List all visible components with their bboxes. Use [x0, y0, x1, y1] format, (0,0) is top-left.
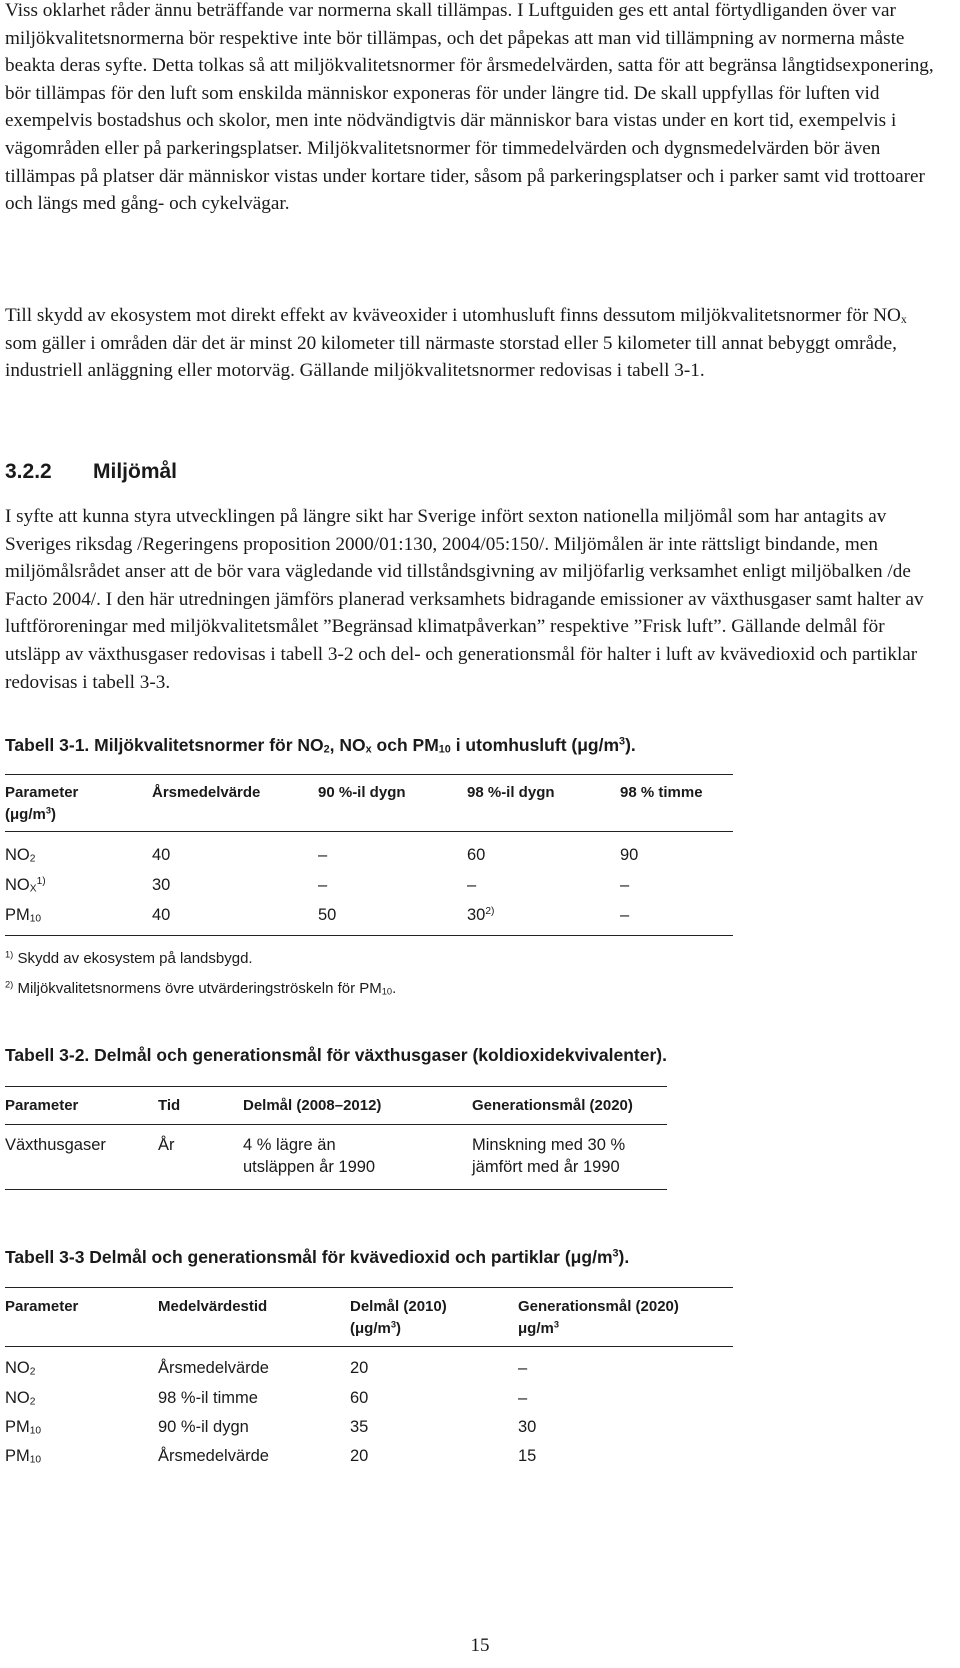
table3-row4-col3: 15 — [518, 1447, 537, 1465]
subscript: 2 — [29, 1366, 36, 1378]
table2-row1-delmal-line2: utsläppen år 1990 — [243, 1158, 376, 1176]
header-text: (μg/m — [350, 1320, 391, 1337]
table3-row4-col1: Årsmedelvärde — [158, 1447, 269, 1465]
table-rule — [5, 1346, 733, 1347]
table1-row3-col1: 40 — [152, 906, 171, 924]
table2-row1-tid: År — [158, 1136, 175, 1154]
table2-row1-gen-line2: jämfört med år 1990 — [472, 1158, 620, 1176]
cell-text: NO — [5, 846, 30, 864]
header-text: (μg/m — [5, 806, 46, 823]
caption-text: , NO — [329, 735, 366, 755]
table1-row2-col1: 30 — [152, 876, 171, 894]
subscript: 10 — [29, 1454, 42, 1466]
table3-row4-param — [5, 1447, 41, 1466]
superscript: 3 — [45, 805, 52, 816]
table2-header-tid: Tid — [158, 1097, 181, 1114]
cell-text: 30 — [467, 906, 486, 924]
table1-row3-col2: 50 — [318, 906, 337, 924]
cell-text: PM — [5, 1447, 30, 1465]
table3-header-delmal-unit — [350, 1320, 401, 1337]
table1-row3-col4: – — [620, 906, 630, 924]
table3-row2-col2: 60 — [350, 1389, 369, 1407]
footnote-text: Skydd av ekosystem på landsbygd. — [13, 950, 253, 967]
table1-header-col2: 90 %-il dygn — [318, 784, 406, 801]
paragraph-environmental-goals: I syfte att kunna styra utvecklingen på längre sikt har Sverige infört sexton nationella miljömål som har antagits av Sveriges riksdag /Regeringens proposition 2000/01:130, 2004/05:150/. Miljömålen är inte rättsligt bindande, men miljömålsrådet anser att de bör vara vägledande vid tillståndsgivning av miljöfarlig verksamhet enligt miljöbalken /de Facto 2004/. I den här utredningen jämförs planerad verksamhets bidragande emissioner av växthusgaser samt halter av luftföroreningar med miljökvalitetsmålet ”Begränsad klimatpåverkan” respektive ”Frisk luft”. Gällande delmål för utsläpp av växthusgaser redovisas i tabell 3-2 och del- och generationsmål för halter i luft av kvävedioxid och partiklar redovisas i tabell 3-3. — [5, 506, 924, 693]
table1-row2-col3: – — [467, 876, 477, 894]
superscript: 3 — [612, 1247, 619, 1260]
table1-row1-col3: 60 — [467, 846, 486, 864]
cell-text: NO — [5, 1389, 30, 1407]
table3-row1-param — [5, 1359, 35, 1378]
section-number: 3.2.2 — [5, 460, 52, 483]
caption-text: Tabell 3-1. Miljökvalitetsnormer för NO — [5, 735, 324, 755]
table-rule — [5, 1124, 667, 1125]
header-text: ) — [51, 806, 57, 823]
table3-row2-param — [5, 1389, 35, 1408]
superscript: 3 — [553, 1319, 560, 1330]
table-rule — [5, 1086, 667, 1087]
table1-row2-param — [5, 876, 46, 895]
table3-row1-col1: Årsmedelvärde — [158, 1359, 269, 1377]
table2-header-generationsmal: Generationsmål (2020) — [472, 1097, 633, 1114]
table3-row3-param — [5, 1418, 41, 1437]
page-number: 15 — [470, 1635, 490, 1656]
table3-header-parameter: Parameter — [5, 1298, 79, 1315]
table1-header-parameter — [5, 784, 78, 801]
cell-text: NO — [5, 1359, 30, 1377]
subscript: x — [365, 743, 372, 756]
subscript: 10 — [29, 1425, 42, 1437]
table3-row3-col1: 90 %-il dygn — [158, 1418, 249, 1436]
table1-row1-param — [5, 846, 35, 865]
table3-header-medelvardestid: Medelvärdestid — [158, 1298, 268, 1315]
subscript: X — [29, 883, 37, 895]
table2-row1-gen-line1: Minskning med 30 % — [472, 1136, 626, 1154]
table2-row1-param: Växthusgaser — [5, 1136, 106, 1154]
footnote-mark: 1) — [36, 875, 46, 887]
subscript: 10 — [381, 986, 393, 997]
cell-text: PM — [5, 1418, 30, 1436]
table1-header-col4: 98 % timme — [620, 784, 703, 801]
footnote-mark: 2) — [5, 979, 14, 990]
table3-header-generationsmal-unit — [518, 1320, 559, 1337]
subscript: 2 — [29, 1396, 36, 1408]
table1-row2-col4: – — [620, 876, 630, 894]
table-rule — [5, 831, 733, 832]
table3-row3-col3: 30 — [518, 1418, 537, 1436]
table1-row1-col1: 40 — [152, 846, 171, 864]
header-text: ) — [396, 1320, 402, 1337]
caption-text: i utomhusluft (μg/m — [450, 735, 620, 755]
header-text: μg/m — [518, 1320, 554, 1337]
table-rule — [5, 935, 733, 936]
table2-caption: Tabell 3-2. Delmål och generationsmål för växthusgaser (koldioxidekvivalenter). — [5, 1045, 667, 1065]
table1-header-unit — [5, 806, 56, 823]
table1-row3-col3 — [467, 906, 494, 925]
paragraph-text: Till skydd av ekosystem mot direkt effekt av kväveoxider i utomhusluft finns dessutom miljökvalitetsnormer för NO — [5, 305, 901, 326]
table-rule — [5, 1287, 733, 1288]
table1-row2-col2: – — [318, 876, 328, 894]
paragraph-text: som gäller i områden där det är minst 20 kilometer till närmaste storstad eller 5 kilometer till annat bebyggt område, industriell anläggning eller motorväg. Gällande miljökvalitetsnormer redovisas i tabell 3-1. — [5, 332, 897, 382]
table3-row2-col3: – — [518, 1389, 528, 1407]
caption-text: Tabell 3-3 Delmål och generationsmål för kvävedioxid och partiklar (μg/m — [5, 1247, 613, 1267]
subscript: 10 — [29, 913, 42, 925]
table1-footnote-2 — [5, 980, 396, 997]
table2-header-parameter: Parameter — [5, 1097, 79, 1114]
superscript: 3 — [390, 1319, 397, 1330]
caption-text: och PM — [371, 735, 439, 755]
footnote-mark: 2) — [485, 905, 495, 917]
table3-row3-col2: 35 — [350, 1418, 369, 1436]
table1-header-col3: 98 %-il dygn — [467, 784, 555, 801]
table3-row1-col3: – — [518, 1359, 528, 1377]
table3-header-generationsmal: Generationsmål (2020) — [518, 1298, 679, 1315]
cell-text: NO — [5, 876, 30, 894]
cell-text: PM — [5, 906, 30, 924]
table1-footnote-1 — [5, 950, 253, 967]
section-heading — [5, 460, 177, 484]
superscript: 3 — [619, 735, 626, 748]
table1-caption — [5, 735, 636, 756]
footnote-mark: 1) — [5, 949, 14, 960]
table2-row1-delmal-line1: 4 % lägre än — [243, 1136, 336, 1154]
paragraph-application-of-norms: Viss oklarhet råder ännu beträffande var normerna skall tillämpas. I Luftguiden ges ett antal förtydliganden över var miljökvalitetsnormerna bör respektive inte bör tillämpas, och det påpekas att man vid tillämpning av normerna måste beakta deras syfte. Detta tolkas så att miljökvalitetsnormer för årsmedelvärden, satta för att begränsa långtidsexponering, bör tillämpas för den luft som enskilda människor exponeras för under längre tid. De skall uppfyllas för luften vid exempelvis bostadshus och skolor, men inte nödvändigtvis där människor bara vistas under en kort tid, exempelvis i vägområden eller på parkeringsplatser. Miljökvalitetsnormer för timmedelvärden och dygnsmedelvärden bör även tillämpas på platser där människor vistas under kortare tider, såsom på parkeringsplatser och i parker samt vid trottoarer och längs med gång- och cykelvägar. — [5, 0, 934, 215]
paragraph-ecosystem-protection — [5, 302, 940, 385]
table2-header-delmal: Delmål (2008–2012) — [243, 1097, 382, 1114]
table1-row1-col4: 90 — [620, 846, 639, 864]
caption-text: ). — [625, 735, 636, 755]
table3-header-delmal: Delmål (2010) — [350, 1298, 447, 1315]
footnote-text: . — [392, 980, 397, 997]
caption-text: ). — [618, 1247, 630, 1267]
table3-caption — [5, 1247, 629, 1268]
table1-row1-col2: – — [318, 846, 328, 864]
section-title: Miljömål — [93, 460, 178, 483]
table3-row1-col2: 20 — [350, 1359, 369, 1377]
subscript: x — [900, 311, 907, 326]
table1-row3-param — [5, 906, 41, 925]
table3-row4-col2: 20 — [350, 1447, 369, 1465]
table1-header-col1: Årsmedelvärde — [152, 784, 261, 801]
table-rule — [5, 774, 733, 775]
table3-row2-col1: 98 %-il timme — [158, 1389, 258, 1407]
footnote-text: Miljökvalitetsnormens övre utvärderingströskeln för PM — [13, 980, 382, 997]
table-rule — [5, 1189, 667, 1190]
subscript: 10 — [438, 743, 451, 756]
subscript: 2 — [29, 853, 36, 865]
subscript: 2 — [323, 743, 330, 756]
header-text: Parameter — [5, 784, 79, 801]
